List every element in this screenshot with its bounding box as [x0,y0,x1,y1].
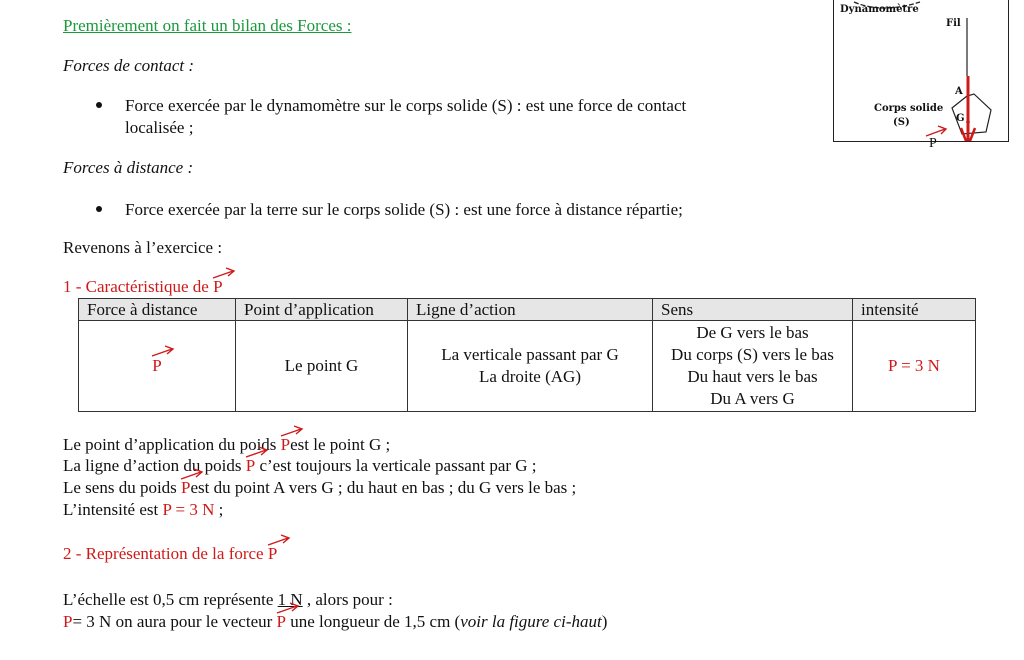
characteristics-table [78,298,976,412]
section2-title: 2 - Représentation de la force P [63,544,277,564]
bullet-dot [96,102,102,108]
revenons-text: Revenons à l’exercice : [63,238,223,257]
table-header: Sens [653,299,853,321]
label-fil: Fil [946,18,961,29]
label-corps: Corps solide [874,103,944,114]
vector-arrow-icon [266,533,292,547]
bilan-heading: Premièrement on fait un bilan des Forces : [63,16,352,35]
contact-bullet-line2: localisée ; [125,118,194,137]
vector-p: P [213,277,222,297]
section1-title [63,277,223,297]
final-line: P= 3 N on aura pour le vecteur P une longueur de 1,5 cm (voir la figure ci-haut) [63,612,607,632]
table-row [79,321,976,412]
distance-bullet: Force exercée par la terre sur le corps solide (S) : est une force à distance répartie; [125,200,683,219]
cell-point: Le point G [236,321,408,412]
label-g: G [956,113,965,124]
echelle-line: L’échelle est 0,5 cm représente 1 N , alors pour : [63,590,393,609]
summary-line: Le point d’application du poids Pest le point G ; [63,435,390,455]
cell-intensite: P = 3 N [853,321,976,412]
summary-line: La ligne d’action du poids P c’est toujours la verticale passant par G ; [63,456,537,476]
table-header: Force à distance [79,299,236,321]
summary-line: L’intensité est P = 3 N ; [63,500,224,519]
label-dynamometre: Dynamomètre [840,4,919,15]
figure-drawing [834,0,1008,141]
vector-arrow-icon [179,467,205,481]
cell-force: P [79,321,236,412]
contact-bullet-line1: Force exercée par le dynamomètre sur le corps solide (S) : est une force de contact [125,96,687,115]
table-header: Ligne d’action [408,299,653,321]
table-header: Point d’application [236,299,408,321]
summary-line: Le sens du poids Pest du point A vers G ; du haut en bas ; du G vers le bas ; [63,478,576,498]
cell-sens: De G vers le bas Du corps (S) vers le bas Du haut vers le bas Du A vers G [653,321,853,412]
distance-heading: Forces à distance : [63,158,194,177]
table-header-row [79,299,976,321]
vector-arrow-icon [279,424,305,438]
figure-dynamometre [833,0,1009,151]
vector-arrow-icon [150,344,176,358]
vector-arrow-icon [244,445,270,459]
vector-arrow-icon [275,601,301,615]
cell-ligne: La verticale passant par G La droite (AG) [408,321,653,412]
label-s: (S) [893,117,910,128]
contact-heading: Forces de contact : [63,56,195,75]
section1-label: 1 - Caractéristique de [63,277,214,296]
bullet-dot [96,206,102,212]
label-a: A [955,86,963,97]
table-header: intensité [853,299,976,321]
vector-arrow-icon [211,266,237,280]
label-p: P [929,136,937,151]
